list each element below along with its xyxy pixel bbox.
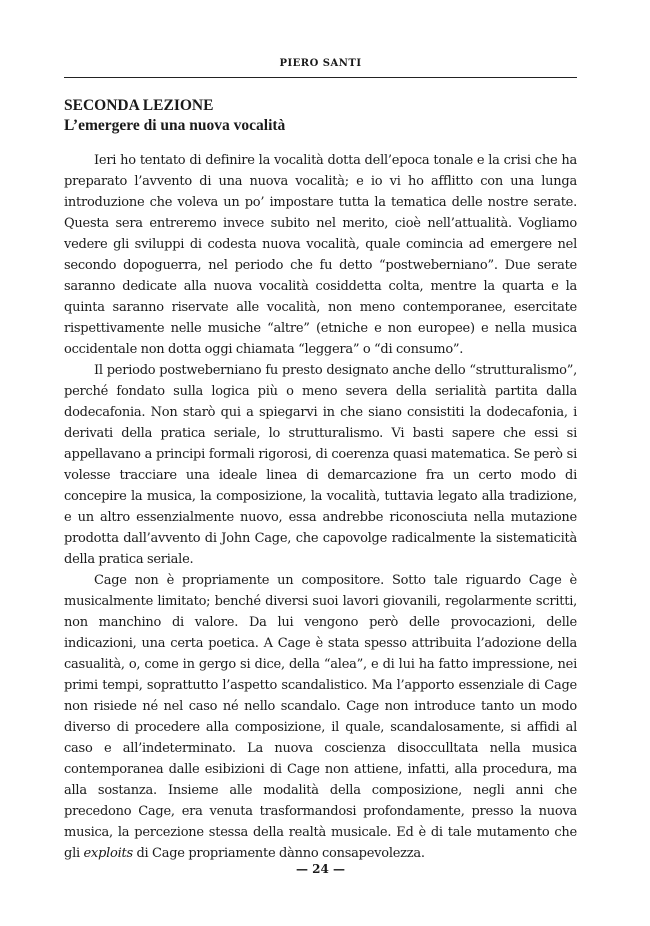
section-title: SECONDA LEZIONE <box>64 97 214 114</box>
paragraph: Ieri ho tentato di definire la vocalità dotta dell’epoca tonale e la crisi che ha preparato l’avvento di una nuova vocalità; e io vi ho afflitto con una lunga introduzione che voleva un po’ impostare tutta la tematica delle nostre serate. Questa sera entreremo invece subito nel merito, cioè nell’attualità. Vogliamo vedere gli sviluppi di codesta nuova vocalità, quale comincia ad emergere nel secondo dopoguerra, nel periodo che fu detto “postweberniano”. Due serate saranno dedicate alla nuova vocalità cosiddetta colta, mentre la quarta e la quinta saranno riservate alle vocalità, non meno contemporanee, esercitate rispettivamente nelle musiche “altre” (etniche e non europee) e nella musica occidentale non dotta oggi chiamata “leggera” o “di consumo”. <box>64 153 577 357</box>
section-subtitle: L’emergere di una nuova vocalità <box>64 117 286 134</box>
section-heading <box>64 96 577 136</box>
page-number: — 24 — <box>295 862 346 876</box>
paragraph-text: Cage non è propriamente un compositore. Sotto tale riguardo Cage è musicalmente limitato; benché diversi suoi lavori giovanili, regolarmente scritti, non manchino di valore. Da lui vengono però delle provocazioni, delle indicazioni, una certa poetica. A Cage è stata spesso attribuita l’adozione della casualità, o, come in gergo si dice, della “alea”, e di lui ha fatto impressione, nei primi tempi, soprattutto l’aspetto scandalistico. Ma l’apporto essenziale di Cage non risiede né nel caso né nello scandalo. Cage non introduce tanto un modo diverso di procedere alla composizione, il quale, scandalosamente, si affidi al caso e all’indeterminato. La nuova coscienza disocculltata nella musica contemporanea dalle esibizioni di Cage non attiene, infatti, alla procedura, ma alla sostanza. Insieme alle modalità della composizione, negli anni che precedono Cage, era venuta trasformandosi profondamente, presso la nuova musica, la percezione stessa della realtà musicale. Ed è di tale mutamento che gli <box>64 573 577 861</box>
paragraph <box>64 570 577 864</box>
header-rule <box>64 77 577 78</box>
running-head: PIERO SANTI <box>279 58 362 69</box>
italic-term: exploits <box>83 846 133 861</box>
body-text <box>64 150 577 864</box>
paragraph-text: di Cage propriamente dànno consapevolezza. <box>132 846 425 861</box>
paragraph: Il periodo postweberniano fu presto designato anche dello “strutturalismo”, perché fondato sulla logica più o meno severa della serialità partita dalla dodecafonia. Non starò qui a spiegarvi in che siano consistiti la dodecafonia, i derivati della pratica seriale, lo strutturalismo. Vi basti sapere che essi si appellavano a principi formali rigorosi, di coerenza quasi matematica. Se però si volesse tracciare una ideale linea di demarcazione fra un certo modo di concepire la musica, la composizione, la vocalità, tuttavia legato alla tradizione, e un altro essenzialmente nuovo, essa andrebbe riconosciuta nella mutazione prodotta dall’avvento di John Cage, che capovolge radicalmente la sistematicità della pratica seriale. <box>64 363 577 567</box>
